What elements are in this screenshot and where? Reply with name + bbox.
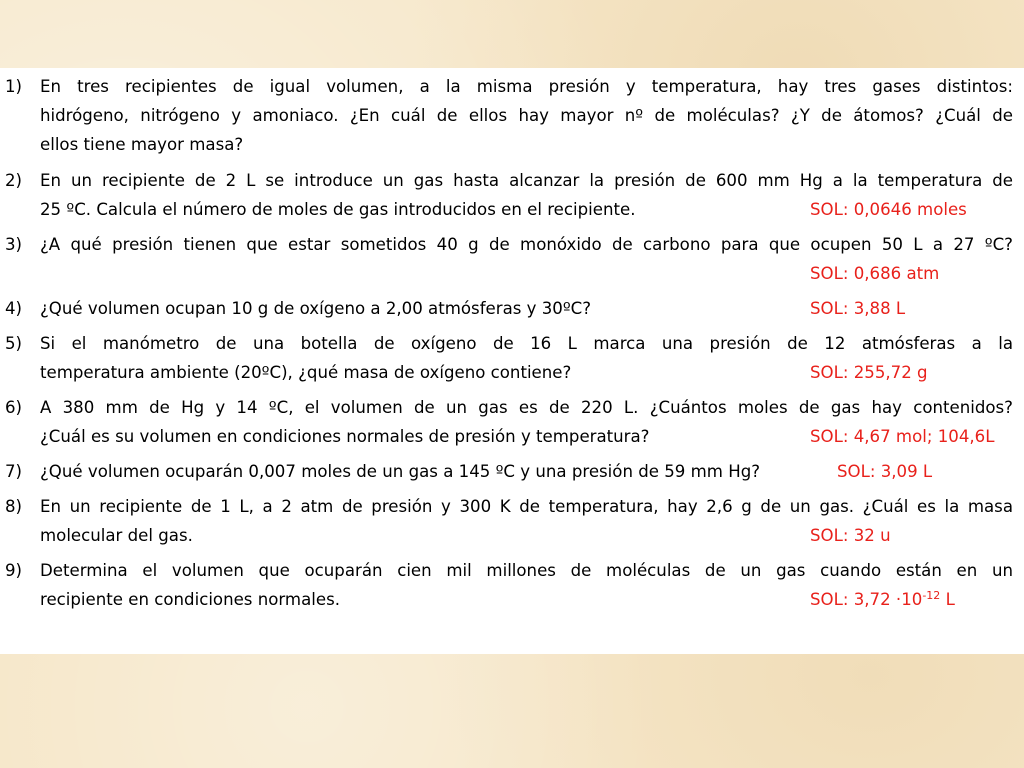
solution-exponent: -12 xyxy=(922,589,941,602)
problem-8 xyxy=(5,492,1013,550)
problem-number: 6) xyxy=(5,398,23,417)
solution-text: SOL: 0,686 atm xyxy=(810,264,940,283)
problem-text: A 380 mm de Hg y 14 ºC, el volumen de un gas es de 220 L. ¿Cuántos moles de gas hay contenidos? xyxy=(40,398,1013,417)
solution-text: SOL: 3,09 L xyxy=(837,462,933,481)
problem-number: 2) xyxy=(5,171,23,190)
solution-text: SOL: $3,72 \cdot 10^{-12}$ L xyxy=(810,589,955,609)
problem-text: En tres recipientes de igual volumen, a la misma presión y temperatura, hay tres gases distintos: xyxy=(40,77,1013,96)
problem-9 xyxy=(5,556,1013,614)
problem-text: Determina el volumen que ocuparán cien mil millones de moléculas de un gas cuando están en un xyxy=(40,561,1013,580)
problem-text: ¿A qué presión tienen que estar sometidos 40 g de monóxido de carbono para que ocupen 50 L a 27 ºC? xyxy=(40,235,1013,254)
problem-text: temperatura ambiente (20ºC), ¿qué masa de oxígeno contiene? xyxy=(40,363,572,382)
problem-7 xyxy=(5,457,1013,486)
problem-text: En un recipiente de 1 L, a 2 atm de presión y 300 K de temperatura, hay 2,6 g de un gas. ¿Cuál es la masa xyxy=(40,497,1013,516)
solution-text: SOL: 4,67 mol; 104,6L xyxy=(810,427,995,446)
problem-text: 25 ºC. Calcula el número de moles de gas introducidos en el recipiente. xyxy=(40,200,636,219)
solution-text: SOL: 255,72 g xyxy=(810,363,928,382)
solution-text: SOL: 32 u xyxy=(810,526,891,545)
exercise-panel xyxy=(0,68,1024,654)
problem-2 xyxy=(5,166,1013,224)
problem-4 xyxy=(5,294,1013,323)
problem-number: 8) xyxy=(5,497,23,516)
problem-text: ¿Qué volumen ocupan 10 g de oxígeno a 2,00 atmósferas y 30ºC? xyxy=(40,299,592,318)
solution-text: SOL: 3,88 L xyxy=(810,299,906,318)
problem-text: hidrógeno, nitrógeno y amoniaco. ¿En cuál de ellos hay mayor nº de moléculas? ¿Y de átomos? ¿Cuál de xyxy=(40,106,1013,125)
problem-number: 1) xyxy=(5,77,23,96)
problem-1 xyxy=(5,72,1013,159)
problem-3 xyxy=(5,230,1013,288)
problem-number: 4) xyxy=(5,299,23,318)
problem-text: ¿Qué volumen ocuparán 0,007 moles de un gas a 145 ºC y una presión de 59 mm Hg? xyxy=(40,462,761,481)
problem-text: molecular del gas. xyxy=(40,526,193,545)
problem-text: Si el manómetro de una botella de oxígeno de 16 L marca una presión de 12 atmósferas a la xyxy=(40,334,1013,353)
problem-text: ¿Cuál es su volumen en condiciones normales de presión y temperatura? xyxy=(40,427,650,446)
solution-text: SOL: 0,0646 moles xyxy=(810,200,967,219)
problem-6 xyxy=(5,393,1013,451)
problem-number: 7) xyxy=(5,462,23,481)
problem-number: 5) xyxy=(5,334,23,353)
problem-text: En un recipiente de 2 L se introduce un gas hasta alcanzar la presión de 600 mm Hg a la temperatura de xyxy=(40,171,1013,190)
problem-text: ellos tiene mayor masa? xyxy=(40,135,244,154)
problem-5 xyxy=(5,329,1013,387)
problem-number: 9) xyxy=(5,561,23,580)
problem-text: recipiente en condiciones normales. xyxy=(40,590,340,609)
problem-number: 3) xyxy=(5,235,23,254)
